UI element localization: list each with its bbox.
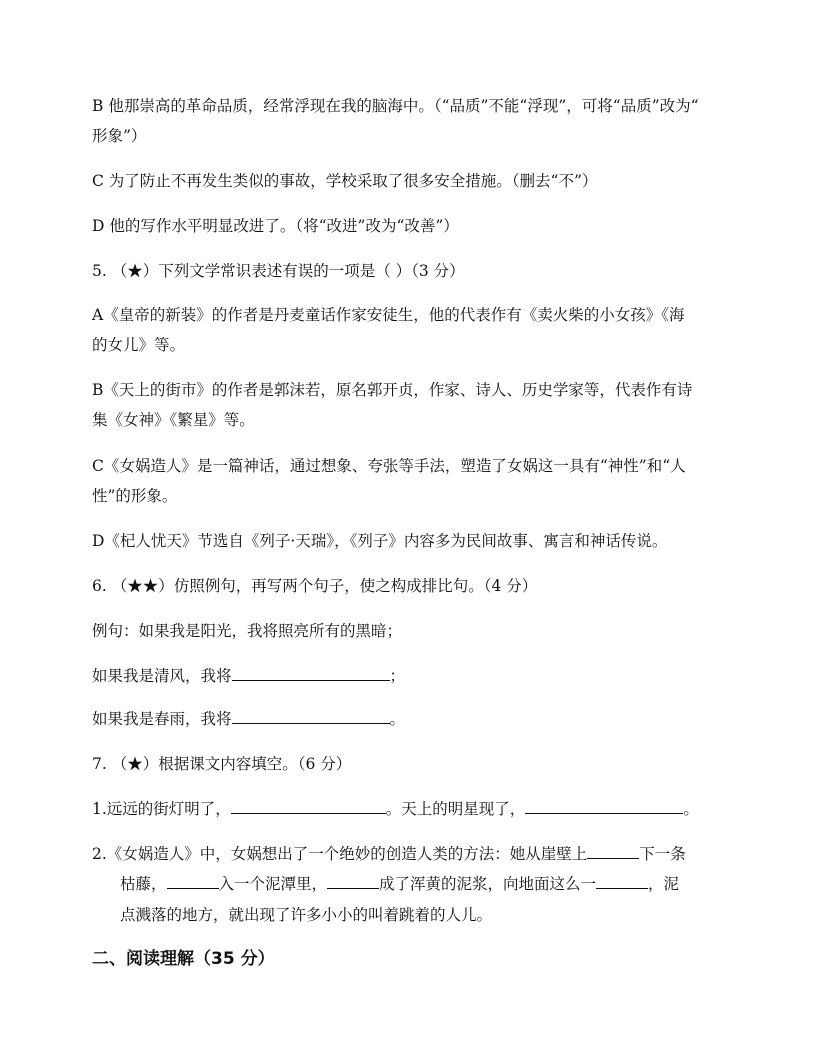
- q7-item-2-line1: [92, 844, 686, 864]
- q7-item2-blank-4[interactable]: [596, 874, 648, 889]
- q7-item1-blank-1[interactable]: [231, 799, 386, 814]
- q7-item-1: [92, 799, 699, 819]
- q5-option-a-line2: 的女儿》等。: [92, 336, 186, 354]
- q6-line2-suffix: 。: [389, 710, 406, 728]
- q7-item2-text-a: 2.《女娲造人》中，女娲想出了一个绝妙的创造人类的方法：她从崖壁上: [92, 845, 588, 863]
- q5-stem: 5. （★）下列文学常识表述有误的一项是（ ）（3 分）: [92, 262, 465, 280]
- q4-option-b-line2: 形象”）: [92, 127, 147, 145]
- q7-item2-text-b: 下一条: [639, 845, 686, 863]
- q7-item2-blank-2[interactable]: [167, 874, 219, 889]
- q7-item2-text-c: 枯藤，: [120, 875, 167, 893]
- q6-line1-suffix: ；: [389, 667, 406, 685]
- q6-blank-1[interactable]: [232, 666, 390, 681]
- q7-item1-text-c: 。: [683, 800, 699, 818]
- q6-stem: 6. （★★）仿照例句，再写两个句子，使之构成排比句。（4 分）: [92, 577, 538, 595]
- q4-option-c: C 为了防止不再发生类似的事故，学校采取了很多安全措施。（删去“不”）: [92, 172, 598, 190]
- q6-answer-line-1: [92, 666, 405, 686]
- q7-item2-text-f: ，泥: [648, 875, 680, 893]
- section-2-heading: 二、阅读理解（35 分）: [92, 949, 275, 969]
- q6-blank-2[interactable]: [232, 709, 390, 724]
- q6-line1-prefix: 如果我是清风，我将: [92, 667, 232, 685]
- q6-example: 例句：如果我是阳光，我将照亮所有的黑暗；: [92, 622, 403, 640]
- q5-option-c-line2: 性”的形象。: [92, 487, 178, 505]
- q7-item2-blank-3[interactable]: [327, 874, 379, 889]
- q5-option-c-line1: C《女娲造人》是一篇神话，通过想象、夸张等手法，塑造了女娲这一具有“神性”和“人: [92, 457, 686, 475]
- q4-option-b-line1: B 他那崇高的革命品质，经常浮现在我的脑海中。（“品质”不能“浮现”，可将“品质”改为“: [92, 97, 699, 115]
- q7-item-2-line2: [120, 874, 679, 894]
- q5-option-b-line1: B《天上的街市》的作者是郭沫若，原名郭开贞，作家、诗人、历史学家等，代表作有诗: [92, 381, 693, 399]
- q7-stem: 7. （★）根据课文内容填空。（6 分）: [92, 755, 352, 773]
- q6-answer-line-2: [92, 709, 405, 729]
- q7-item2-text-e: 成了浑黄的泥浆，向地面这么一: [379, 875, 597, 893]
- q7-item2-text-d: 入一个泥潭里，: [218, 875, 328, 893]
- q4-option-d: D 他的写作水平明显改进了。（将“改进”改为“改善”）: [92, 217, 459, 235]
- q7-item1-blank-2[interactable]: [525, 799, 683, 814]
- q5-option-d: D《杞人忧天》节选自《列子·天瑞》，《列子》内容多为民间故事、寓言和神话传说。: [92, 532, 668, 550]
- q7-item1-text-a: 1.远远的街灯明了，: [92, 800, 231, 818]
- q5-option-b-line2: 集《女神》《繁星》等。: [92, 411, 255, 429]
- q5-option-a-line1: A《皇帝的新装》的作者是丹麦童话作家安徒生，他的代表作有《卖火柴的小女孩》《海: [92, 306, 685, 324]
- q7-item2-blank-1[interactable]: [587, 844, 639, 859]
- q6-line2-prefix: 如果我是春雨，我将: [92, 710, 232, 728]
- q7-item1-text-b: 。天上的明星现了，: [385, 800, 526, 818]
- q7-item-2-line3: 点溅落的地方，就出现了许多小小的叫着跳着的人儿。: [120, 906, 493, 924]
